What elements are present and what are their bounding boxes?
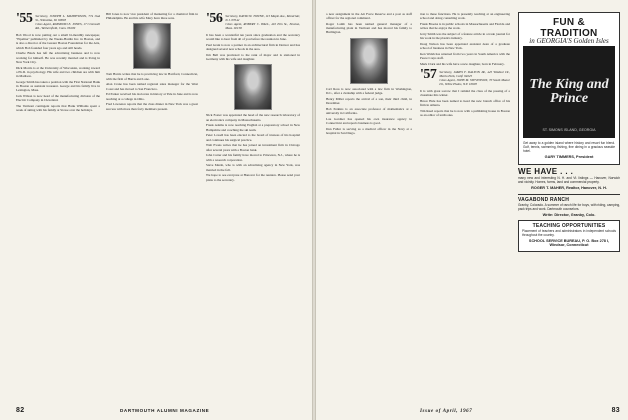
paragraph: a new assignment in the Air Force Reserve and a post as staff officer for the regional command. (326, 12, 412, 21)
agent-line: Class Agent, ROBERT C. HALL, 410 Elm St., Newton, Mass. 02158 (225, 22, 300, 30)
left-footer-title (120, 408, 209, 414)
paragraph: Peter Lowell has been elected to the board of trustees of his hospital and continues his surgical practice. (206, 133, 300, 142)
classmate-photo (133, 23, 171, 69)
class-55-secretary (35, 12, 100, 30)
paragraph: Charlie Black has left the advertising business and is now working for himself. He was recently married and is living in New York City. (16, 51, 100, 64)
paragraph: Henry Miller reports the arrival of a son, their third child, in December. (326, 96, 412, 105)
paragraph: Bruce Hale has been named to head the new branch office of his firm in Atlanta. (420, 98, 510, 107)
paragraph: John Carter and his family have moved to Princeton, N.J., where he is with a research corporation. (206, 153, 300, 162)
paragraph: Bob Perkins is an associate professor of mathematics at a university in California. (326, 106, 412, 115)
paragraph: Dan Fuller is serving as a medical officer in the Navy at a hospital in San Diego. (326, 126, 412, 135)
class-year-57: '57 (420, 66, 437, 82)
ad-teaching-title: TEACHING OPPORTUNITIES (532, 223, 606, 230)
class-year-55: '55 (16, 12, 33, 26)
secretary-line: Secretary, JAMES F. DALTON JR., 445 Windsor Dr., Menlo Park, Calif. 94025 (439, 69, 510, 78)
paragraph: Mark Clark and his wife have a new daughter, born in February. (420, 62, 505, 66)
class-55-header (16, 12, 100, 30)
hotel-location: ST. SIMONS ISLAND, GEORGIA (542, 128, 596, 132)
right-column-1 (326, 12, 412, 398)
paragraph: George Smith has taken a position with the First National Bank in Boston as assistant treasurer. George and his family live in Lexington, Mass. (16, 79, 100, 93)
paragraph: Doug Nelson has been appointed assistant dean of a graduate school of business in New York. (420, 42, 510, 51)
ad-teaching-contact: SCHOOL SERVICE BUREAU, P. O. Box 278 I, Windsor, Connecticut (528, 238, 610, 248)
paragraph: It has been a wonderful ten years since graduation and the secretary would like to hear from all of you before the reunion in June. (206, 33, 300, 42)
secretary-line: Secretary, JOSEPH L. MATHEWSON, 774 Oak St., Winnetka, Ill. 60093 (35, 14, 100, 22)
paragraph: Lou Gardner has opened his own insurance agency in Connecticut and reports business is good. (326, 116, 412, 125)
class-57-secretary (439, 68, 510, 86)
ad-vagabond-heading: VAGABOND RANCH (518, 196, 570, 203)
class-56-secretary (225, 12, 300, 30)
paragraph: Frank Brooks is in public schools in Massachusetts and Florida and writes that he enjoys the work. (420, 22, 510, 31)
paragraph: tion to these functions. He is presently teaching at an engineering school and doing consulting work. (420, 12, 510, 21)
ad-fun-tradition[interactable] (518, 12, 620, 165)
class-year-56: '56 (206, 12, 223, 26)
hotel-name: The King and Prince (529, 77, 609, 107)
ad-teaching-opportunities[interactable] (518, 220, 620, 251)
ad-we-have-contact: ROGER T. MAHER, Realtor, Hanover, N. H. (531, 186, 607, 190)
page-number: 83 (611, 407, 620, 414)
secretary-line: Secretary, DAVID W. TOWNE, 115 Maple Ave., Montclair, N.J. 07042 (225, 14, 300, 22)
paragraph: Walt Evans writes that he has joined an investment firm in Chicago after several years with a Boston bank. (206, 143, 300, 152)
paragraph: Jim Bell was promoted to the rank of major and is stationed in Germany with his wife and daughter. (206, 53, 300, 62)
paragraph: Ken Walsh has returned from two years in South America with the Peace Corps staff. (420, 52, 510, 61)
ad-vagabond-text: Granby, Colorado. A summer of ranch life for boys, with riding, camping, pack trips and work. Dartmouth counselors. (518, 202, 620, 211)
left-page (0, 0, 312, 420)
classmate-photo (234, 64, 272, 110)
paragraph: Alan Crane has been named regional sales manager for the West Coast and has moved to San Francisco. (106, 82, 198, 91)
ad-teaching-text: Placement of teachers and administrators in independent schools throughout the country. (522, 228, 616, 237)
paragraph: Bob Wood is now putting out a small bi-monthly newspaper, "Pipeline" published by the Weeks-Hardin Inc. in Boston, and is also a director of the Greater Boston Foundation for the Arts, which Bob founded four years ago and still heads. (16, 33, 100, 50)
ad-we-have-text: many new and interesting N. H. and Vt. listings — Hanover, Norwich and vicinity. Homes, farms, land and commercial property. (518, 176, 620, 184)
paragraph: Jerry Smith was the subject of a feature article in a trade journal for his work in the plastics industry. (420, 32, 510, 41)
class-57-header (420, 68, 510, 86)
left-column-2 (106, 12, 198, 398)
paragraph: Paul Grant is now a partner in an architectural firm in Denver and has designed several new schools in the area. (206, 43, 300, 52)
paragraph: Carl Ross is now associated with a law firm in Washington, D.C., after a clerkship with a federal judge. (326, 86, 412, 95)
paragraph: Tim Reed reports that he is now with a publishing house in Boston as an editor of textbooks. (420, 108, 510, 117)
right-footer (612, 407, 620, 414)
page-number: 82 (16, 407, 25, 414)
right-footer-issue (420, 408, 472, 414)
left-footer (16, 407, 24, 414)
class-56-header (206, 12, 300, 30)
paragraph: It is with great sorrow that I remind the class of the passing of a classmate this winter. (420, 88, 510, 97)
paragraph: We hope to see everyone at Hanover for the reunion. Please send your plans to the secretary. (206, 173, 300, 182)
ad-we-have-heading: WE HAVE . . . (518, 166, 574, 176)
divider (518, 194, 620, 195)
paragraph: Nick Foster was appointed the head of the new research laboratory of an electronics company in Massachusetts. (206, 113, 300, 122)
paragraph: Bill Jones is now vice president of marketing for a chemical firm in Philadelphia. He and his wife Mary have three sons. (106, 12, 198, 21)
paragraph: Steve Marsh, who is with an advertising agency in New York, was married in the fall. (206, 163, 300, 172)
ad-text: Get away to a golden island where history and resort fun blend. Golf, tennis, swimming, fishing, fine dining in a gracious seaside hotel. (523, 141, 615, 154)
magazine-title: DARTMOUTH ALUMNI MAGAZINE (120, 408, 210, 413)
paragraph: Fred Lawrence reports that the class dinner in New York was a great success with more than forty members present. (106, 102, 198, 111)
hotel-image (523, 46, 615, 138)
ad-subtitle: in GEORGIA'S Golden Isles (529, 37, 609, 45)
right-page (316, 0, 628, 420)
left-column-1 (16, 12, 100, 398)
ad-vagabond-contact: Write: Director, Granby, Colo. (542, 212, 596, 217)
paragraph: Tom Harris writes that he is practicing law in Hartford, Connecticut, with the firm of Harris and Lane. (106, 72, 198, 81)
right-column-ads (518, 12, 620, 398)
right-column-2 (420, 12, 510, 398)
paragraph: Roger Lamb has been named general manager of a manufacturing plant in Vermont and has moved his family to Burlington. (326, 22, 412, 35)
paragraph: Ed Parker received his doctorate in history at Yale in June and is now teaching at a college in Ohio. (106, 92, 198, 101)
paragraph: Jack Wilson is now head of the manufacturing division of the Electric Company in Cleveland. (16, 94, 100, 103)
left-column-3 (206, 12, 300, 398)
issue-date: Issue of April, 1967 (420, 409, 473, 414)
paragraph: Dick Morris is at the University of Wisconsin, working toward a Ph.D. in psychology. His wife and two children are with him in Madison. (16, 65, 100, 79)
ad-contact: GARY TIMMERS, President (544, 155, 594, 160)
agent-line: Class Agent, JOHN M. STEVENSON, 70 South Manor Dr., White Plains, N.Y. 10603 (439, 77, 510, 86)
ad-title: FUN & TRADITION (540, 17, 598, 39)
agent-line: Class Agent, RAYMOND E. JONES, 17 Cromwell Rd., Wethersfield, Conn. 06109 (35, 22, 100, 30)
paragraph: The Vermont contingent reports that Hank Williams spent a week of skiing with his family at Stowe over the holidays. (16, 104, 100, 113)
classmate-photo (350, 38, 388, 84)
paragraph: Frank Adams is now teaching English at a preparatory school in New Hampshire and coaching the ski team. (206, 123, 300, 132)
